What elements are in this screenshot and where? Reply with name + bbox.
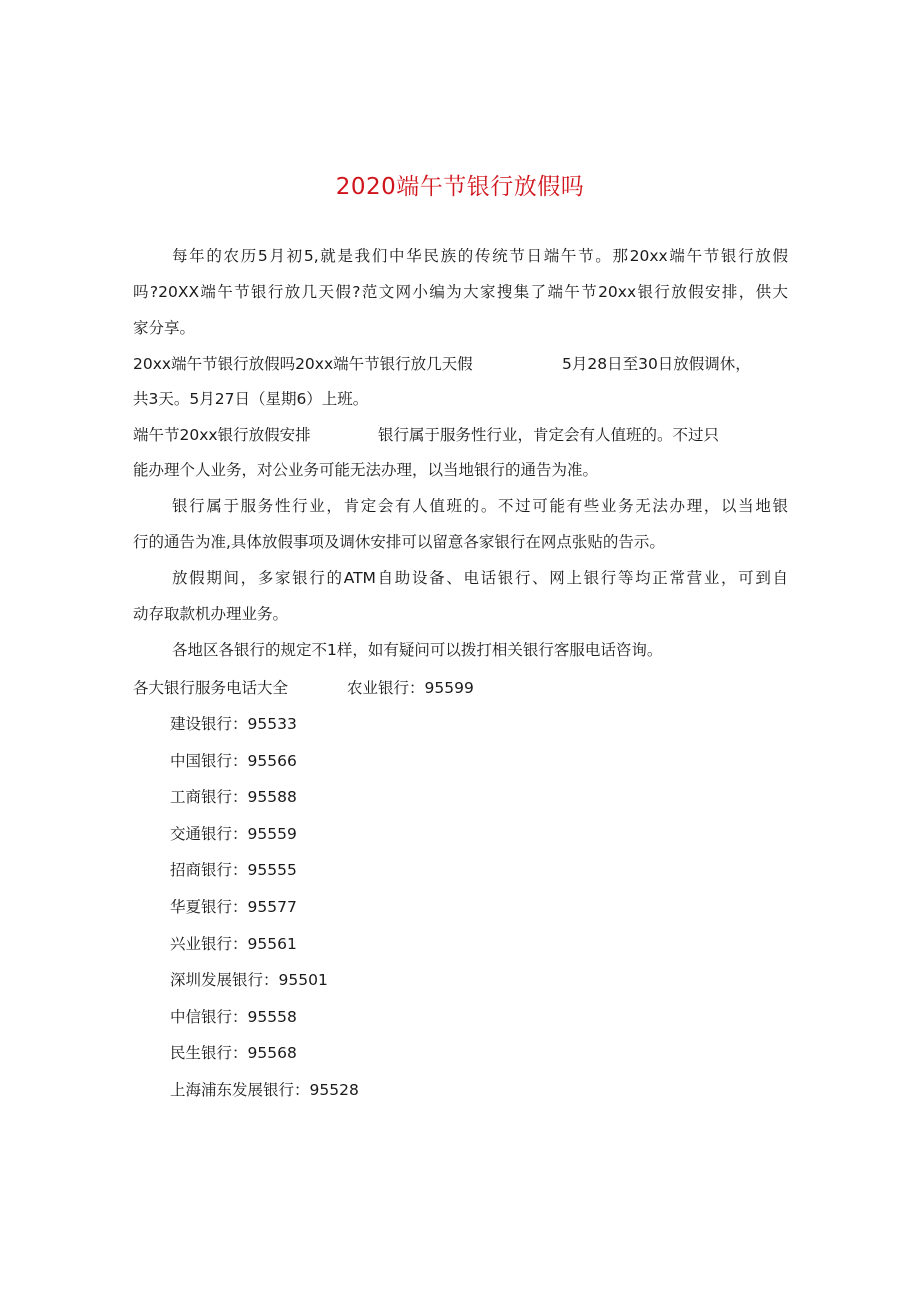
phone-entry: 兴业银行：95561 [170,935,297,953]
section1-text-b: 共3天。5月27日（星期6）上班。 [133,390,369,408]
intro-line-1: 每年的农历5月初5,就是我们中华民族的传统节日端午节。那20xx端午节银行放假 [172,247,788,265]
section2-text-b: 能办理个人业务，对公业务可能无法办理，以当地银行的通告为准。 [133,461,599,479]
phone-entry-first: 农业银行：95599 [347,679,474,697]
paragraph3-line-2: 行的通告为准,具体放假事项及调休安排可以留意各家银行在网点张贴的告示。 [133,533,665,551]
phone-entry: 中国银行：95566 [170,752,297,770]
phone-entry: 上海浦东发展银行：95528 [170,1081,359,1099]
section1-heading: 20xx端午节银行放假吗20xx端午节银行放几天假 [133,355,473,373]
paragraph3-line-1: 银行属于服务性行业，肯定会有人值班的。不过可能有些业务无法办理，以当地银 [172,497,788,515]
paragraph4-line-1: 放假期间，多家银行的ATM自助设备、电话银行、网上银行等均正常营业，可到自 [172,569,788,587]
paragraph5: 各地区各银行的规定不1样，如有疑问可以拨打相关银行客服电话咨询。 [172,641,663,659]
phone-entry: 招商银行：95555 [170,861,297,879]
phone-entry: 华夏银行：95577 [170,898,297,916]
section2-heading: 端午节20xx银行放假安排 [133,426,311,444]
section1-text-a: 5月28日至30日放假调休， [562,355,751,373]
document-title: 2020端午节银行放假吗 [335,174,585,200]
phones-heading: 各大银行服务电话大全 [133,679,289,697]
phone-entry: 工商银行：95588 [170,788,297,806]
phone-entry: 交通银行：95559 [170,825,297,843]
phone-entry: 中信银行：95558 [170,1008,297,1026]
phone-entry: 民生银行：95568 [170,1044,297,1062]
phone-entry: 深圳发展银行：95501 [170,971,328,989]
intro-line-2: 吗?20XX端午节银行放几天假?范文网小编为大家搜集了端午节20xx银行放假安排，供大 [133,283,788,301]
phone-entry: 建设银行：95533 [170,715,297,733]
section2-text-a: 银行属于服务性行业，肯定会有人值班的。不过只 [378,426,720,444]
paragraph4-line-2: 动存取款机办理业务。 [133,605,289,623]
intro-line-3: 家分享。 [133,319,196,337]
